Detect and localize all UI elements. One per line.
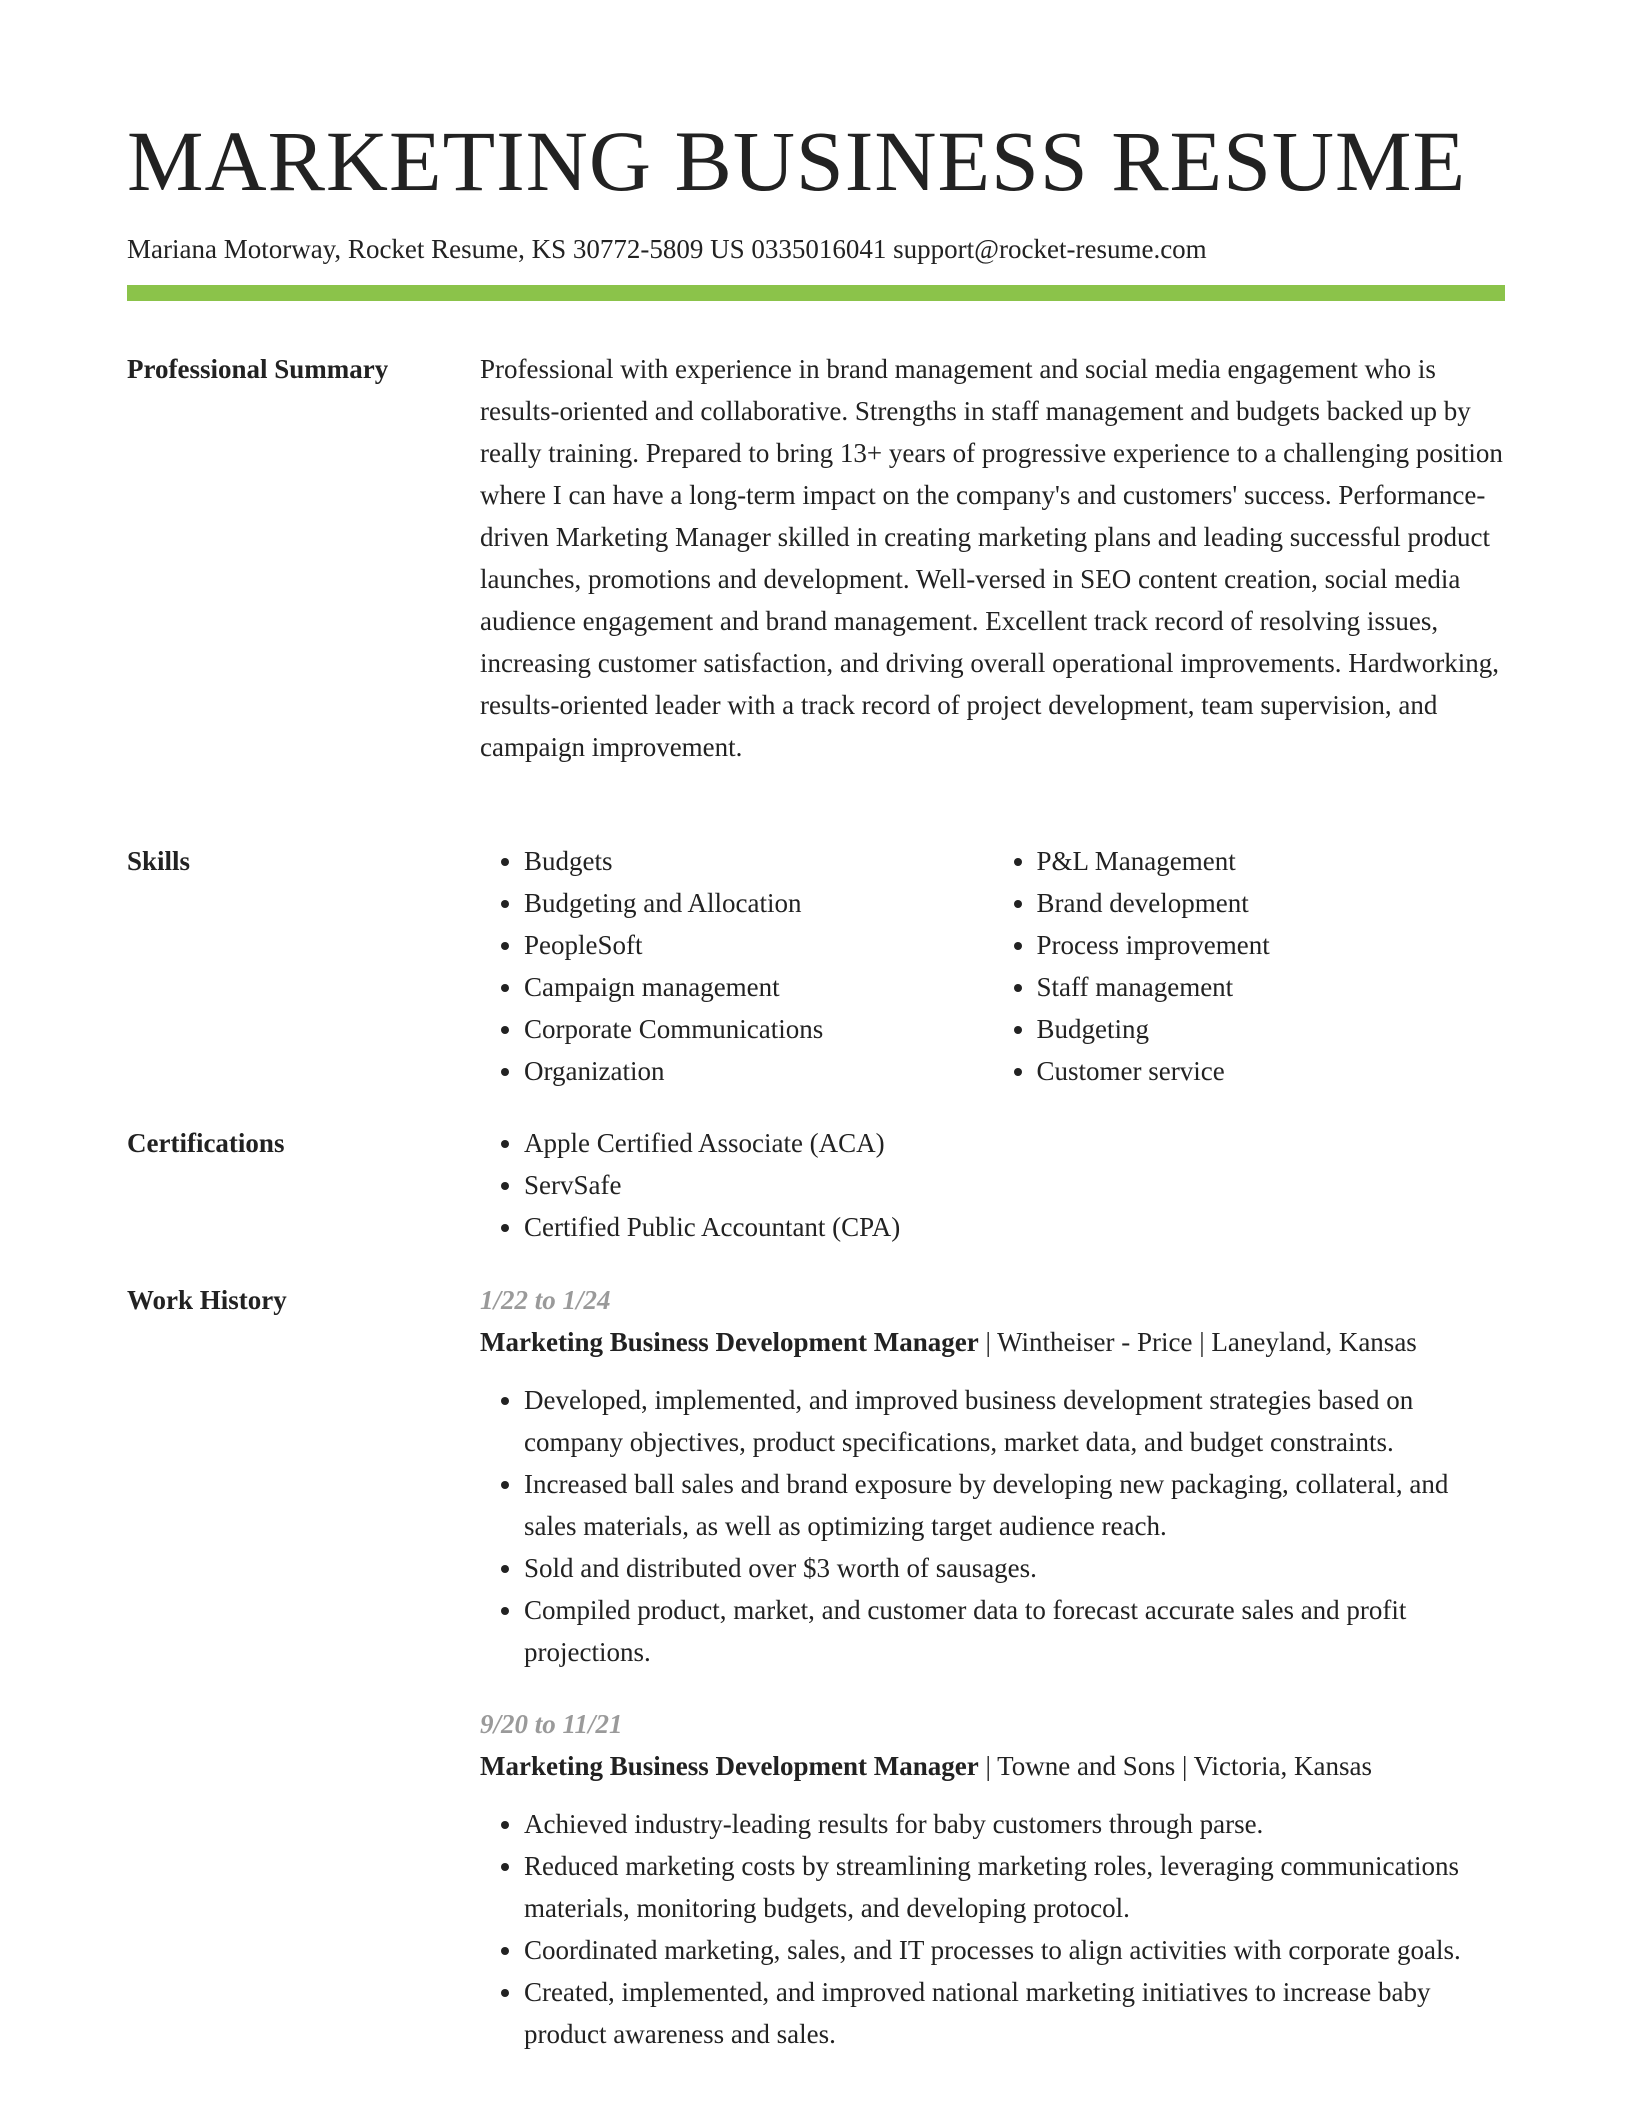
list-item: • Corporate Communications — [524, 1008, 993, 1050]
list-item: • ServSafe — [524, 1164, 1505, 1206]
certifications-body — [480, 1122, 1505, 1248]
list-item: • Created, implemented, and improved national marketing initiatives to increase baby product awareness and sales. — [524, 1971, 1505, 2055]
list-item: • Apple Certified Associate (ACA) — [524, 1122, 1505, 1164]
job-entry — [480, 1703, 1505, 2055]
skills-list-col2 — [993, 840, 1506, 1092]
list-item: • PeopleSoft — [524, 924, 993, 966]
list-item: • Customer service — [1037, 1050, 1506, 1092]
list-item: • Certified Public Accountant (CPA) — [524, 1206, 1505, 1248]
work-history-label: Work History — [127, 1285, 287, 1315]
certifications-list — [480, 1122, 1505, 1248]
accent-divider — [127, 285, 1505, 301]
list-item: • P&L Management — [1037, 840, 1506, 882]
list-item: • Increased ball sales and brand exposure by developing new packaging, collateral, and sales materials, as well as optimizing target audience reach. — [524, 1463, 1505, 1547]
list-item: • Compiled product, market, and customer data to forecast accurate sales and profit projections. — [524, 1589, 1505, 1673]
job-details: | Wintheiser - Price | Laneyland, Kansas — [978, 1327, 1417, 1357]
list-item: • Campaign management — [524, 966, 993, 1008]
certifications-label: Certifications — [127, 1128, 285, 1158]
job-date: 9/20 to 11/21 — [480, 1709, 623, 1739]
list-item: • Budgets — [524, 840, 993, 882]
job-title: Marketing Business Development Manager — [480, 1327, 979, 1357]
summary-body — [480, 348, 1505, 768]
skills-list-col1 — [480, 840, 993, 1092]
list-item: • Developed, implemented, and improved business development strategies based on company objectives, product specifications, market data, and budget constraints. — [524, 1379, 1505, 1463]
list-item: • Budgeting and Allocation — [524, 882, 993, 924]
list-item: • Reduced marketing costs by streamlining marketing roles, leveraging communications materials, monitoring budgets, and developing protocol. — [524, 1845, 1505, 1929]
job-date: 1/22 to 1/24 — [480, 1285, 611, 1315]
contact-line: Mariana Motorway, Rocket Resume, KS 30772-5809 US 0335016041 support@rocket-resume.com — [127, 234, 1207, 264]
skills-body — [480, 840, 1505, 1092]
list-item: • Sold and distributed over $3 worth of sausages. — [524, 1547, 1505, 1589]
skills-label: Skills — [127, 846, 191, 876]
job-details: | Towne and Sons | Victoria, Kansas — [978, 1751, 1372, 1781]
summary-label: Professional Summary — [127, 354, 389, 384]
list-item: • Staff management — [1037, 966, 1506, 1008]
job-heading — [480, 1321, 1505, 1363]
job-heading — [480, 1745, 1505, 1787]
resume-title: MARKETING BUSINESS RESUME — [127, 113, 1467, 209]
list-item: • Process improvement — [1037, 924, 1506, 966]
list-item: • Achieved industry-leading results for baby customers through parse. — [524, 1803, 1505, 1845]
summary-text: Professional with experience in brand management and social media engagement who is results-oriented and collaborative. Strengths in staff management and budgets backed up by really training. Prepared to bring 13+ years of progressive experience to a challenging position where I can have a long-term impact on the company's and customers' success. Performance-driven Marketing Manager skilled in creating marketing plans and leading successful product launches, promotions and development. Well-versed in SEO content creation, social media audience engagement and brand management. Excellent track record of resolving issues, increasing customer satisfaction, and driving overall operational improvements. Hardworking, results-oriented leader with a track record of project development, team supervision, and campaign improvement. — [480, 354, 1503, 762]
job-bullets — [480, 1803, 1505, 2055]
job-bullets — [480, 1379, 1505, 1673]
list-item: • Organization — [524, 1050, 993, 1092]
work-history-body — [480, 1279, 1505, 2085]
list-item: • Budgeting — [1037, 1008, 1506, 1050]
job-title: Marketing Business Development Manager — [480, 1751, 979, 1781]
list-item: • Brand development — [1037, 882, 1506, 924]
list-item: • Coordinated marketing, sales, and IT processes to align activities with corporate goals. — [524, 1929, 1505, 1971]
job-entry — [480, 1279, 1505, 1673]
